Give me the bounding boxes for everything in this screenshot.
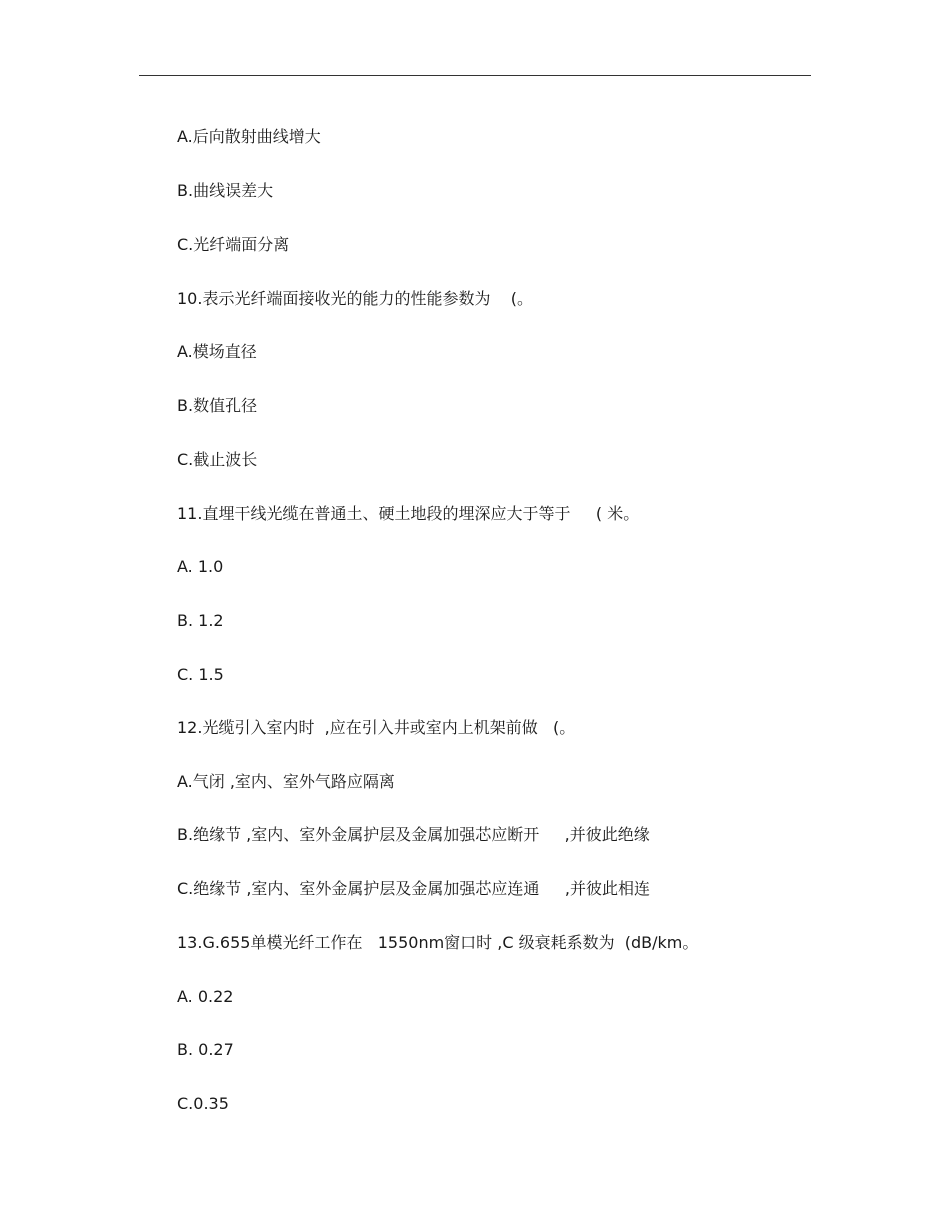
q10-option-b: B.数值孔径 (177, 396, 258, 415)
q12-option-c: C.绝缘节 ,室内、室外金属护层及金属加强芯应连通 ,并彼此相连 (177, 879, 650, 898)
q11-option-c: C. 1.5 (177, 665, 224, 684)
q13-option-a: A. 0.22 (177, 987, 234, 1006)
q11-option-a: A. 1.0 (177, 557, 224, 576)
question-13: 13.G.655单模光纤工作在 1550nm窗口时 ,C 级衰耗系数为 (dB/km。 (177, 933, 699, 952)
q9-option-a: A.后向散射曲线增大 (177, 127, 321, 146)
question-11: 11.直埋干线光缆在普通土、硬土地段的埋深应大于等于 ( 米。 (177, 504, 640, 523)
q10-option-a: A.模场直径 (177, 342, 257, 361)
q9-option-b: B.曲线误差大 (177, 181, 274, 200)
question-12: 12.光缆引入室内时 ,应在引入井或室内上机架前做 (。 (177, 718, 576, 737)
q10-option-c: C.截止波长 (177, 450, 258, 469)
header-rule (139, 75, 811, 76)
q9-option-c: C.光纤端面分离 (177, 235, 290, 254)
q11-option-b: B. 1.2 (177, 611, 224, 630)
question-10: 10.表示光纤端面接收光的能力的性能参数为 (。 (177, 289, 534, 308)
q12-option-b: B.绝缘节 ,室内、室外金属护层及金属加强芯应断开 ,并彼此绝缘 (177, 825, 650, 844)
q12-option-a: A.气闭 ,室内、室外气路应隔离 (177, 772, 395, 791)
q13-option-c: C.0.35 (177, 1094, 229, 1113)
q13-option-b: B. 0.27 (177, 1040, 234, 1059)
